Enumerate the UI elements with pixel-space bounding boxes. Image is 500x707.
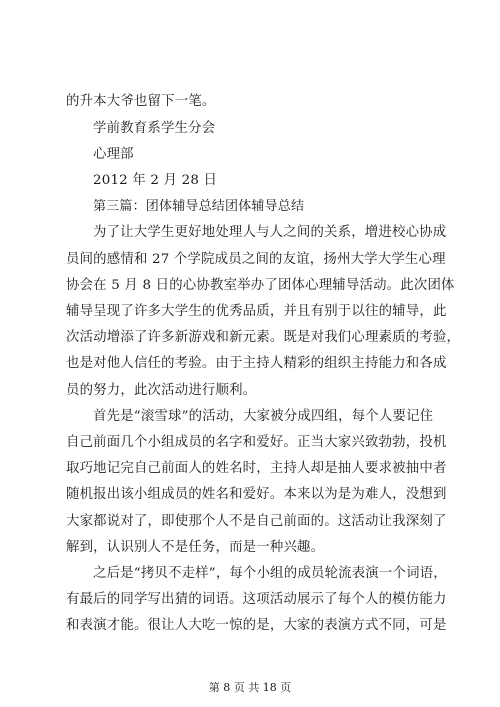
text-line: 也是对他人信任的考验。由于主持人精彩的组织主持能力和各成 xyxy=(66,356,447,371)
text-line: 之后是“拷贝不走样”，每个小组的成员轮流表演一个词语， xyxy=(93,566,447,581)
text-line: 员的努力，此次活动进行顺利。 xyxy=(66,383,257,398)
text-line: 为了让大学生更好地处理人与人之间的关系，增进校心协成 xyxy=(93,225,447,240)
text-line: 辅导呈现了许多大学生的优秀品质，并且有别于以往的辅导，此 xyxy=(66,304,447,319)
text-line: 大家都说对了，即使那个人不是自己前面的。这活动让我深刻了 xyxy=(66,514,447,529)
text-line: 解到，认识别人不是任务，而是一种兴趣。 xyxy=(66,540,325,555)
text-line: 取巧地记完自己前面人的姓名时，主持人却是抽人要求被抽中者 xyxy=(66,461,447,476)
page-footer: 第 8 页 共 18 页 xyxy=(208,681,292,694)
text-line: 有最后的同学写出猜的词语。这项活动展示了每个人的模仿能力 xyxy=(66,592,447,607)
text-line: 协会在 5 月 8 日的心协教室举办了团体心理辅导活动。此次团体 xyxy=(66,278,455,293)
text-line: 自己前面几个小组成员的名字和爱好。正当大家兴致勃勃，投机 xyxy=(66,435,447,450)
text-line: 心理部 xyxy=(93,147,134,162)
text-line: 次活动增添了许多新游戏和新元素。既是对我们心理素质的考验， xyxy=(66,330,461,345)
text-line: 的升本大爷也留下一笔。 xyxy=(66,94,216,109)
text-line: 和表演才能。很让人大吃一惊的是，大家的表演方式不同，可是 xyxy=(66,618,447,633)
text-line: 学前教育系学生分会 xyxy=(93,121,216,136)
text-line: 随机报出该小组成员的姓名和爱好。本来以为是为难人，没想到 xyxy=(66,487,447,502)
section-heading: 第三篇：团体辅导总结团体辅导总结 xyxy=(93,199,305,214)
date-line: 2012 年 2 月 28 日 xyxy=(93,173,218,188)
text-line: 首先是“滚雪球”的活动，大家被分成四组，每个人要记住 xyxy=(93,409,434,424)
text-line: 员间的感情和 27 个学院成员之间的友谊，扬州大学大学生心理 xyxy=(66,252,446,267)
